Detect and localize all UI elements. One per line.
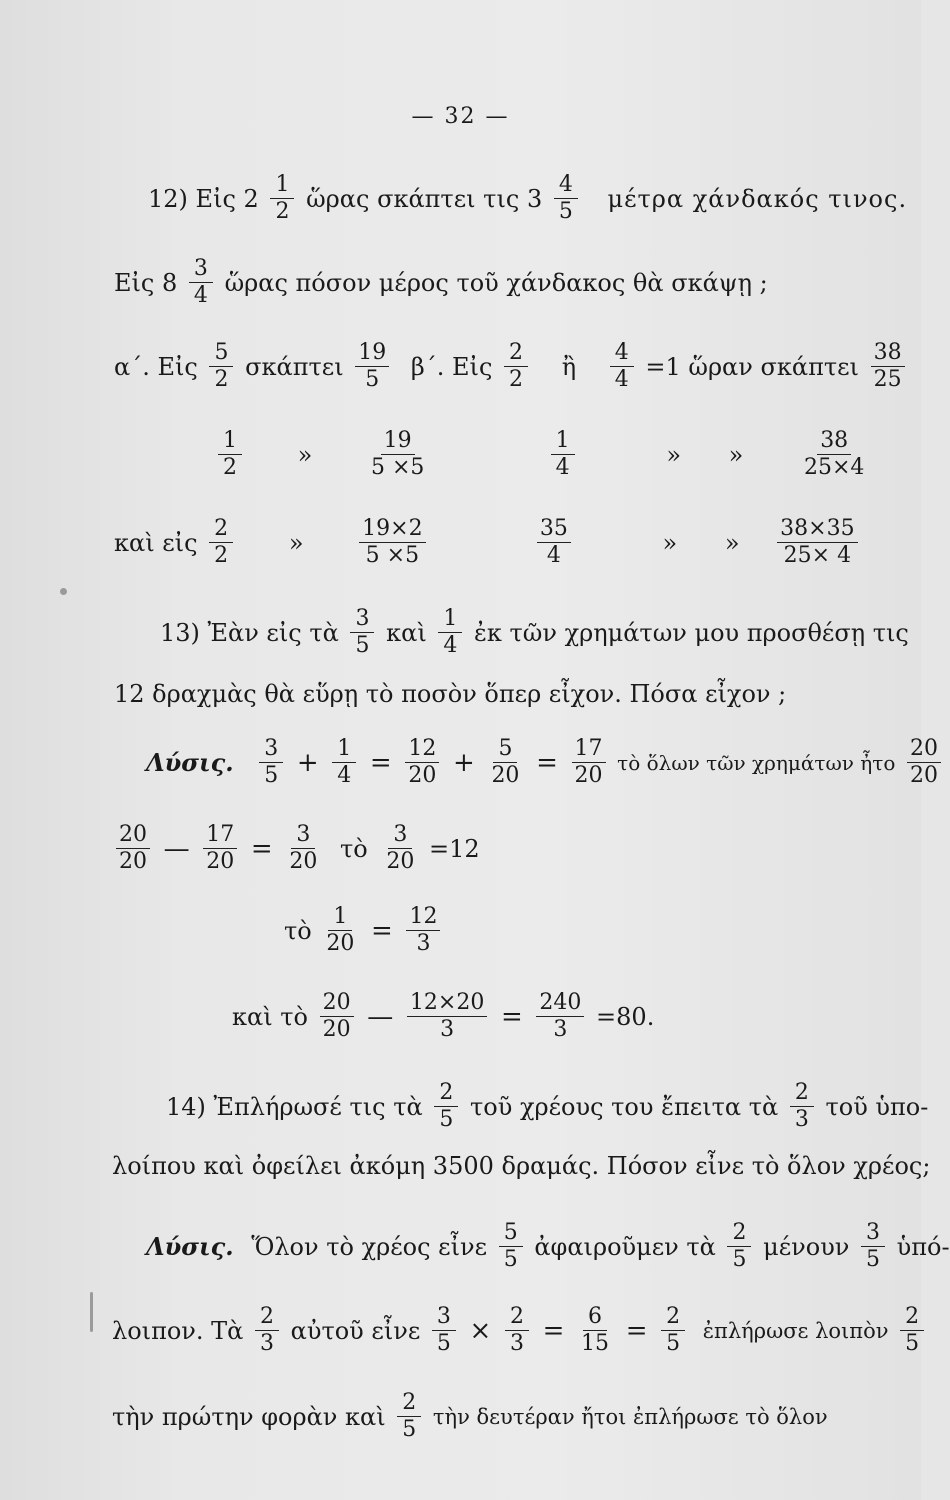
fraction: $\frac{2}{5}$ xyxy=(727,1220,751,1273)
fraction: $\frac{4}{4}$ xyxy=(610,340,634,393)
fraction: $\frac{1}{20}$ xyxy=(326,904,355,956)
problem-12-line-1 xyxy=(148,172,907,225)
ditto-mark: » xyxy=(724,528,740,557)
fraction: $\frac{1}{4}$ xyxy=(438,606,462,659)
fraction: $\frac{19\times 2}{5 \times 5}$ xyxy=(359,516,425,569)
text: ἀφαιροῦμεν τὰ xyxy=(534,1232,716,1261)
fraction: $\frac{4}{5}$ xyxy=(554,172,578,225)
ditto-mark: » xyxy=(728,440,744,469)
fraction: $\frac{3}{20}$ xyxy=(289,822,318,874)
text: τὸ xyxy=(284,916,312,945)
fraction: $\frac{2}{5}$ xyxy=(434,1080,458,1133)
fraction: $\frac{19}{5}$ xyxy=(355,340,389,393)
text: αὐτοῦ εἶνε xyxy=(290,1316,421,1345)
text: ἐκ τῶν χρημάτων μου προσθέσῃ τις xyxy=(474,618,909,647)
fraction: $\frac{38\times 35}{25\times 4}$ xyxy=(777,516,857,569)
text: τὸ ὅλων τῶν χρημάτων ἦτο xyxy=(617,750,896,775)
solution-label: Λύσις. xyxy=(146,1231,234,1261)
solution-13-line-1 xyxy=(146,736,945,789)
paper-stain xyxy=(60,588,67,595)
solution-13-line-3 xyxy=(284,904,444,957)
text: 14) Ἐπλήρωσέ τις τὰ xyxy=(166,1092,423,1121)
fraction: $\frac{1}{2}$ xyxy=(270,172,294,225)
text: τὴν δευτέραν ἤτοι ἐπλήρωσε τὸ ὅλον xyxy=(432,1404,828,1429)
equals-sign: = xyxy=(536,747,558,778)
equals-sign: = xyxy=(542,1315,565,1346)
fraction: $\frac{1}{4}$ xyxy=(332,736,356,789)
times-sign: × xyxy=(469,1315,492,1346)
text: Ὅλον τὸ χρέος εἶνε xyxy=(251,1232,488,1261)
fraction: $\frac{2}{5}$ xyxy=(661,1304,685,1357)
plus-sign: + xyxy=(296,747,319,778)
problem-14-line-1 xyxy=(166,1080,928,1133)
text: καὶ xyxy=(386,618,427,647)
solution-13-line-4 xyxy=(232,990,654,1043)
equals-sign: = xyxy=(500,1001,523,1032)
fraction: $\frac{3}{4}$ xyxy=(189,256,213,309)
page-number: — 32 — xyxy=(411,104,510,129)
fraction: $\frac{20}{20}$ xyxy=(116,822,150,875)
fraction: $\frac{2}{2}$ xyxy=(504,340,528,393)
ditto-mark: » xyxy=(666,440,681,469)
text: =12 xyxy=(429,834,480,863)
text: τὴν πρώτην φορὰν καὶ xyxy=(112,1402,386,1431)
equals-sign: = xyxy=(369,747,392,778)
fraction: $\frac{6}{15}$ xyxy=(581,1304,610,1356)
fraction: $\frac{2}{2}$ xyxy=(209,516,233,569)
calc-row-3 xyxy=(114,516,862,569)
problem-13-line-1 xyxy=(160,606,909,659)
fraction: $\frac{5}{5}$ xyxy=(499,1220,523,1273)
problem-12-line-2 xyxy=(114,256,768,309)
text: Εἰς 2 xyxy=(195,184,259,213)
ditto-mark: » xyxy=(297,440,313,469)
fraction: $\frac{1}{2}$ xyxy=(218,428,242,481)
fraction: $\frac{3}{5}$ xyxy=(259,736,283,789)
fraction: $\frac{19}{5 \times 5}$ xyxy=(370,428,425,480)
problem-label: 12) xyxy=(148,184,188,213)
text: β΄. Εἰς xyxy=(410,352,493,381)
calc-row-1 xyxy=(114,340,909,393)
fraction: $\frac{35}{4}$ xyxy=(537,516,571,569)
text: τὸ xyxy=(340,834,368,863)
fraction: $\frac{20}{20}$ xyxy=(907,736,941,789)
text: ἐπλήρωσε λοιπὸν xyxy=(702,1318,889,1343)
text: μένουν xyxy=(763,1232,850,1261)
plus-sign: + xyxy=(453,747,475,778)
fraction: $\frac{2}{5}$ xyxy=(397,1390,421,1443)
text: τοῦ χρέους του ἔπειτα τὰ xyxy=(470,1092,779,1121)
fraction: $\frac{17}{20}$ xyxy=(203,822,237,875)
fraction: $\frac{38}{25\times 4}$ xyxy=(803,428,865,480)
calc-row-2 xyxy=(214,428,871,481)
solution-14-line-2 xyxy=(112,1304,928,1357)
equals-sign: = xyxy=(625,1315,648,1346)
fraction: $\frac{17}{20}$ xyxy=(572,736,606,789)
fraction: $\frac{38}{25}$ xyxy=(871,340,905,393)
text: σκάπτει xyxy=(245,352,344,381)
solution-13-line-2 xyxy=(112,822,480,875)
text: α΄. Εἰς xyxy=(114,352,198,381)
fraction: $\frac{3}{5}$ xyxy=(861,1220,885,1273)
fraction: $\frac{12}{20}$ xyxy=(405,736,439,789)
paper-stain xyxy=(90,1292,93,1332)
text: καὶ τὸ xyxy=(232,1002,308,1031)
text: =80. xyxy=(596,1002,655,1031)
fraction: $\frac{240}{3}$ xyxy=(536,990,584,1043)
ditto-mark: » xyxy=(662,528,678,557)
fraction: $\frac{12}{3}$ xyxy=(406,904,440,957)
text: Εἰς 8 xyxy=(114,268,178,297)
problem-14-line-2: λοίπου καὶ ὀφείλει ἀκόμη 3500 δραμάς. Πόσον εἶνε τὸ ὅλον χρέος; xyxy=(112,1152,931,1180)
text: μέτρα χάνδακός τινος. xyxy=(607,184,908,213)
text: ἢ xyxy=(561,352,577,381)
ditto-mark: » xyxy=(288,528,304,557)
minus-sign: — xyxy=(163,833,190,864)
solution-label: Λύσις. xyxy=(146,747,234,777)
text: =1 ὥραν σκάπτει xyxy=(645,352,859,381)
fraction: $\frac{20}{20}$ xyxy=(320,990,354,1043)
minus-sign: — xyxy=(367,1001,394,1032)
text: λοιπον. Τὰ xyxy=(112,1316,244,1345)
equals-sign: = xyxy=(371,915,393,946)
equals-sign: = xyxy=(250,833,273,864)
fraction: $\frac{3}{5}$ xyxy=(432,1304,456,1357)
text: 13) Ἐὰν εἰς τὰ xyxy=(160,618,339,647)
fraction: $\frac{2}{5}$ xyxy=(900,1304,924,1357)
fraction: $\frac{1}{4}$ xyxy=(551,428,575,481)
fraction: $\frac{5}{20}$ xyxy=(491,736,520,788)
fraction: $\frac{2}{3}$ xyxy=(505,1304,529,1357)
fraction: $\frac{3}{5}$ xyxy=(350,606,374,659)
text: ὥρας πόσον μέρος τοῦ χάνδακος θὰ σκάψῃ ; xyxy=(224,268,768,297)
fraction: $\frac{12\times 20}{3}$ xyxy=(407,990,487,1043)
fraction: $\frac{5}{2}$ xyxy=(209,340,233,393)
fraction: $\frac{2}{3}$ xyxy=(255,1304,279,1357)
solution-14-line-3 xyxy=(112,1390,828,1443)
text: ὑπό- xyxy=(896,1232,950,1261)
text: καὶ εἰς xyxy=(114,528,198,557)
fraction: $\frac{3}{20}$ xyxy=(386,822,415,874)
problem-13-line-2: 12 δραχμὰς θὰ εὕρῃ τὸ ποσὸν ὅπερ εἶχον. Πόσα εἶχον ; xyxy=(114,680,787,708)
fraction: $\frac{2}{3}$ xyxy=(790,1080,814,1133)
text: ὥρας σκάπτει τις 3 xyxy=(306,184,543,213)
solution-14-line-1 xyxy=(146,1220,950,1273)
text: τοῦ ὑπο- xyxy=(825,1092,929,1121)
